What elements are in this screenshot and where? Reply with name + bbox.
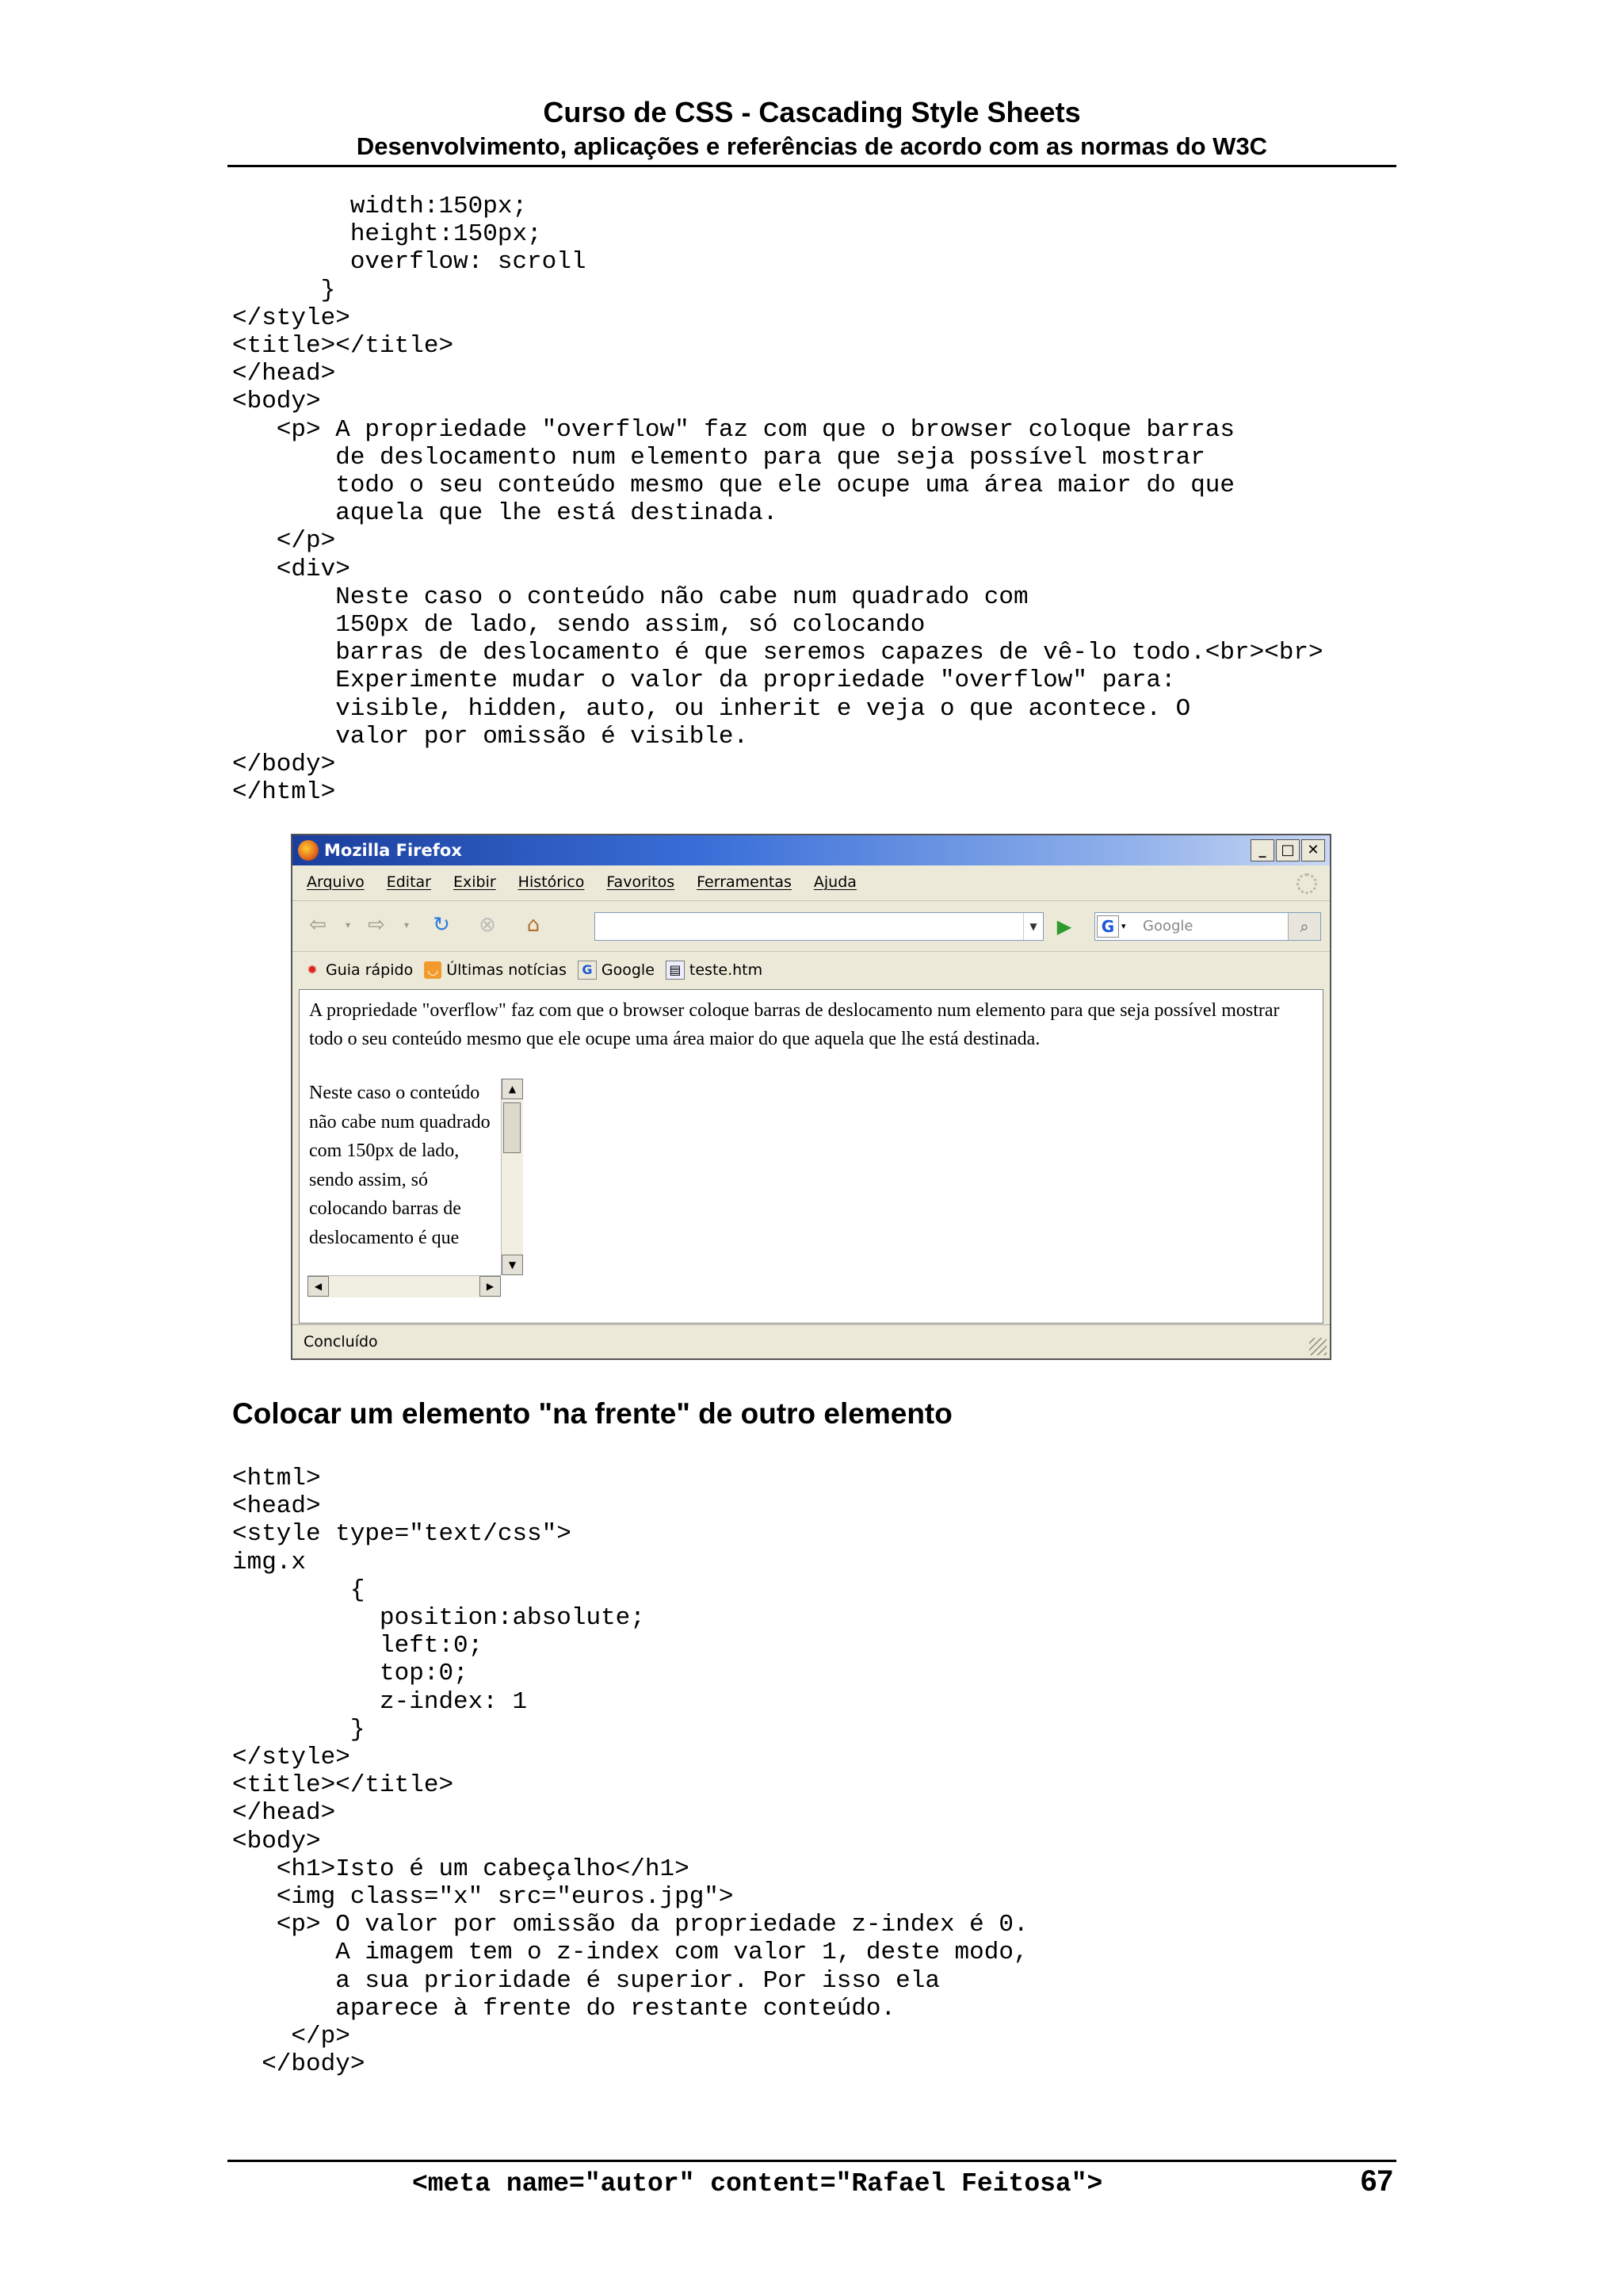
home-icon[interactable]: ⌂ (526, 913, 540, 937)
bookmark-google[interactable] (578, 961, 655, 980)
status-text: Concluído (304, 1333, 378, 1350)
bookmark-label: Últimas notícias (446, 961, 567, 979)
menu-favoritos[interactable]: Favoritos (606, 873, 675, 891)
reload-icon[interactable]: ↻ (433, 913, 450, 937)
menu-editar[interactable]: Editar (386, 873, 431, 891)
back-arrow-icon[interactable]: ⇦ (309, 913, 327, 937)
forward-arrow-icon[interactable]: ⇨ (368, 913, 385, 937)
bookmark-teste-htm[interactable] (666, 961, 762, 980)
menu-ferramentas[interactable]: Ferramentas (697, 873, 792, 891)
window-title: Mozilla Firefox (324, 841, 462, 860)
bookmarks-toolbar (292, 951, 1330, 988)
menu-arquivo[interactable]: Arquivo (307, 873, 365, 891)
html-file-icon: ▤ (666, 961, 685, 980)
status-bar (292, 1324, 1330, 1358)
resize-grip-icon[interactable] (1309, 1338, 1327, 1355)
rss-feed-icon: ◡ (424, 961, 441, 979)
bookmark-ultimas-noticias[interactable] (424, 961, 567, 979)
address-dropdown-icon[interactable]: ▼ (1023, 913, 1043, 940)
firefox-logo-icon (298, 840, 319, 861)
scroll-div-text: Neste caso o conteúdo não cabe num quadrado com 150px de lado, sendo assim, só colocando barras de deslocamento é que (309, 1083, 491, 1248)
go-arrow-icon[interactable]: ▶ (1056, 915, 1072, 938)
menu-exibir[interactable]: Exibir (453, 873, 496, 891)
window-titlebar (292, 835, 1330, 865)
throbber-icon (1296, 873, 1317, 894)
bookmark-guia-rapido[interactable] (304, 961, 413, 979)
vertical-scroll-thumb[interactable] (503, 1102, 521, 1153)
section-heading: Colocar um elemento "na frente" de outro elemento (232, 1397, 953, 1430)
firefox-window-screenshot (291, 834, 1331, 1360)
code-listing-overflow: width:150px; height:150px; overflow: scroll } </style> <title></title> </head> <body> <p> A propriedade "overflow" faz com que o browser coloque barras de deslocamento num elemento para que seja possível mostrar todo o seu conteúdo mesmo que ele ocupe uma área maior do que aquela que lhe está destinada. </p> <div> Neste caso o conteúdo não cabe num quadrado com 150px de lado, sendo assim, só colocando barras de deslocamento é que seremos capazes de vê-lo todo.<br><br> Experimente mudar o valor da propriedade "overflow" para: visible, hidden, auto, ou inherit e veja o que acontece. O valor por omissão é visible. </body> </html> (232, 193, 1323, 807)
firefox-icon: ✹ (307, 962, 318, 977)
search-engine-google-icon[interactable]: G (1097, 915, 1119, 938)
document-title: Curso de CSS - Cascading Style Sheets (543, 96, 1081, 128)
rendered-paragraph: A propriedade "overflow" faz com que o browser coloque barras de deslocamento num elemento para que seja possível mostrar todo o seu conteúdo mesmo que ele ocupe uma área maior do que aquela que lhe está destinada. (309, 1000, 1280, 1049)
code-listing-zindex: <html> <head> <style type="text/css"> img.x { position:absolute; left:0; top:0; z-index: 1 } </style> <title></title> </head> <body> <h1>Isto é um cabeçalho</h1> <img class="x" src="euros.jpg"> <p> O valor por omissão da propriedade z-index é 0. A imagem tem o z-index com valor 1, deste modo, a sua prioridade é superior. Por isso ela aparece à frente do restante conteúdo. </p> </body> (232, 1465, 1029, 2079)
back-history-dropdown-icon[interactable]: ▾ (345, 919, 351, 930)
magnifier-icon[interactable]: ⌕ (1288, 913, 1320, 940)
document-subtitle: Desenvolvimento, aplicações e referências de acordo com as normas do W3C (356, 132, 1268, 160)
bookmark-label: teste.htm (689, 961, 763, 979)
vertical-scrollbar[interactable] (501, 1079, 523, 1275)
maximize-button[interactable]: □ (1276, 839, 1300, 861)
menu-bar (292, 865, 1330, 899)
minimize-button[interactable]: _ (1251, 839, 1274, 861)
address-bar[interactable] (594, 912, 1044, 941)
search-engine-dropdown-icon[interactable]: ▾ (1121, 921, 1126, 931)
page-viewport (299, 989, 1323, 1324)
forward-history-dropdown-icon[interactable]: ▾ (403, 919, 410, 930)
menu-historico[interactable]: Histórico (517, 873, 585, 891)
navigation-toolbar (292, 900, 1330, 950)
scroll-down-arrow-icon[interactable]: ▼ (502, 1255, 523, 1275)
menu-ajuda[interactable]: Ajuda (813, 873, 857, 891)
scroll-right-arrow-icon[interactable]: ▶ (479, 1276, 501, 1297)
bookmark-label: Google (601, 961, 655, 979)
google-icon: G (578, 961, 597, 980)
close-button[interactable]: ✕ (1301, 839, 1325, 861)
search-box[interactable] (1094, 912, 1321, 941)
window-controls (1251, 839, 1325, 861)
footer-author-meta: <meta name="autor" content="Rafael Feitosa"> (412, 2169, 1103, 2199)
footer-divider (227, 2160, 1396, 2162)
overflow-scroll-div[interactable] (307, 1079, 523, 1297)
bookmark-label: Guia rápido (326, 961, 414, 979)
scroll-left-arrow-icon[interactable]: ◀ (307, 1276, 329, 1297)
scroll-up-arrow-icon[interactable]: ▲ (502, 1079, 523, 1099)
header-divider (227, 165, 1396, 167)
horizontal-scrollbar[interactable] (307, 1275, 501, 1297)
page-number: 67 (1360, 2164, 1393, 2197)
search-placeholder: Google (1143, 918, 1193, 934)
stop-icon[interactable]: ⊗ (479, 913, 496, 937)
